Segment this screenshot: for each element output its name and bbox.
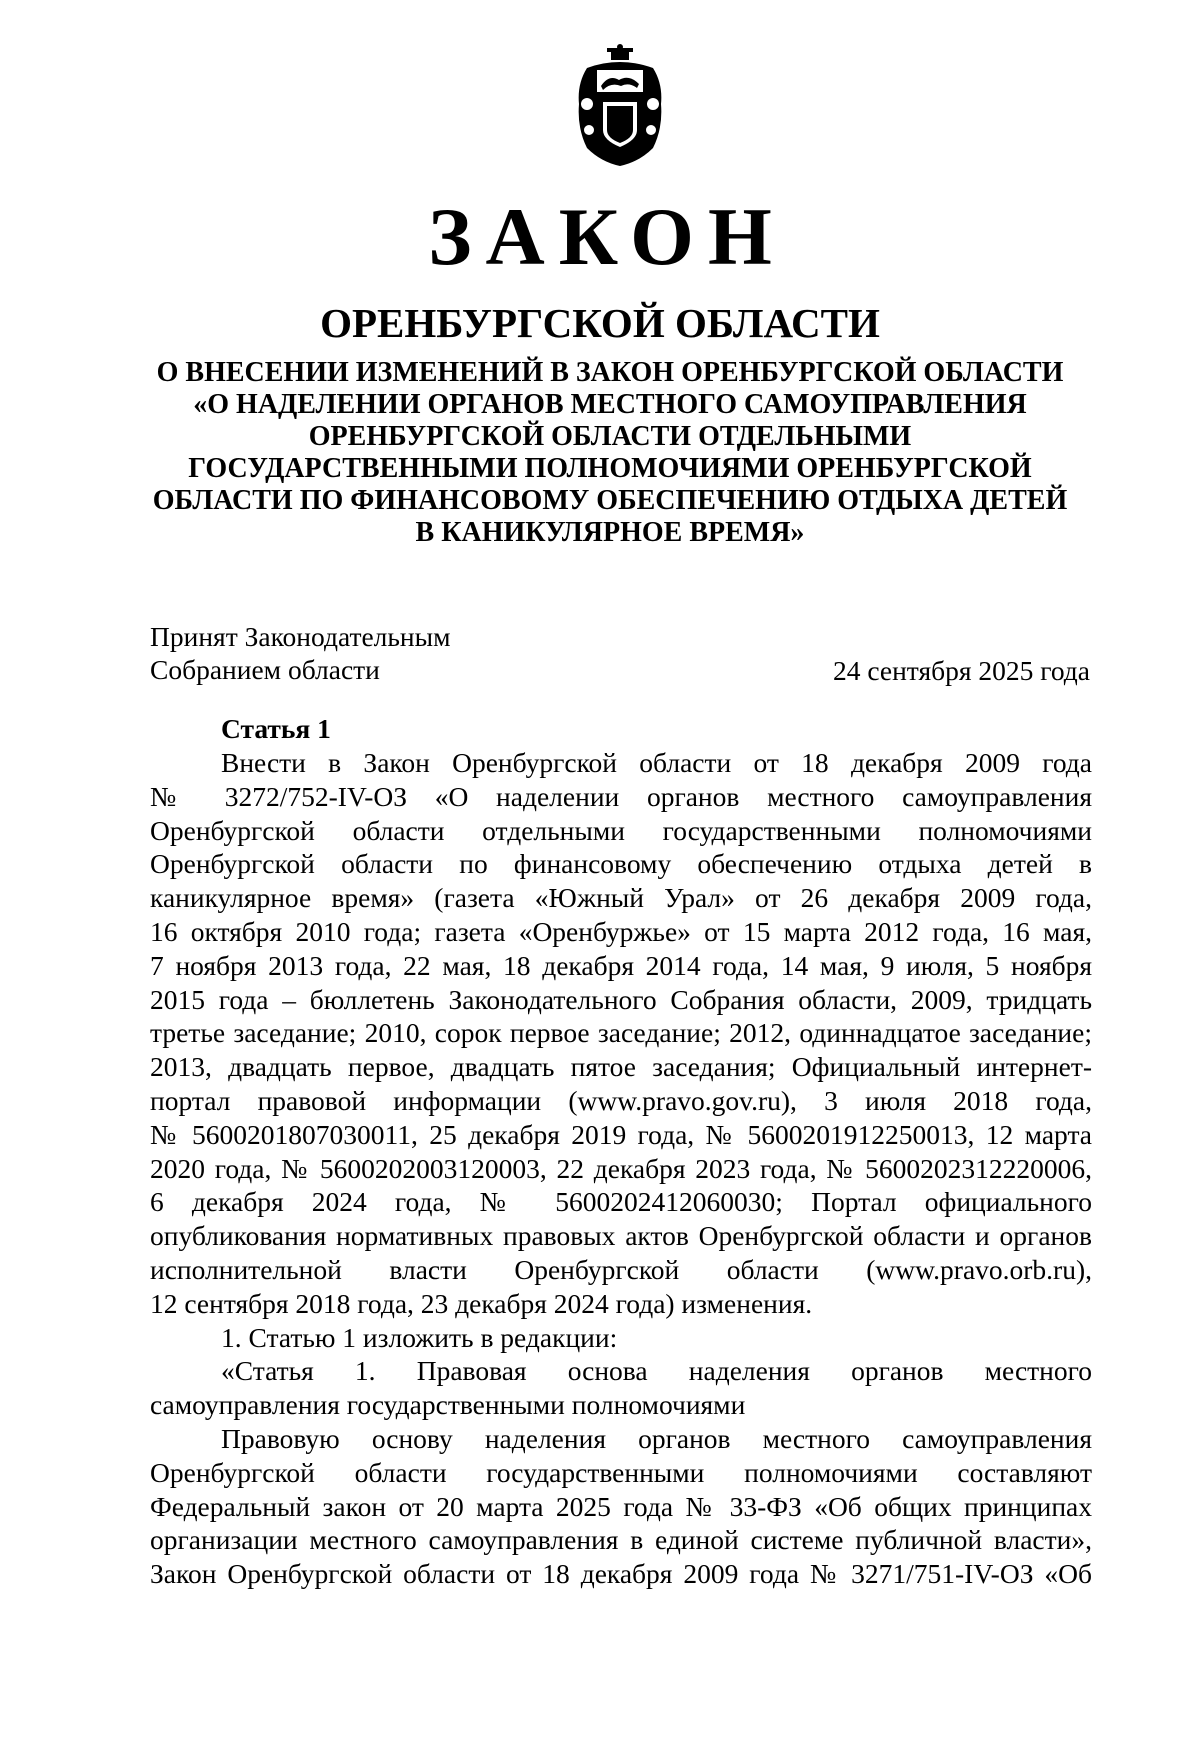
body-line: 1. Статью 1 изложить в редакции: [221,1321,618,1353]
body-line: 2013, двадцать первое, двадцать пятое заседания; Официальный интернет- [150,1051,1092,1083]
subtitle-line: «О НАДЕЛЕНИИ ОРГАНОВ МЕСТНОГО САМОУПРАВЛЕНИЯ [193,389,1027,420]
body-line: Правовую основу наделения органов местного самоуправления [221,1422,1092,1454]
body-line: 7 ноября 2013 года, 22 мая, 18 декабря 2014 года, 14 мая, 9 июля, 5 ноября [150,949,1092,981]
body-line: Оренбургской области отдельными государственными полномочиями [150,814,1092,846]
subtitle-line: ОБЛАСТИ ПО ФИНАНСОВОМУ ОБЕСПЕЧЕНИЮ ОТДЫХА ДЕТЕЙ [152,485,1068,516]
body-line: № 5600201807030011, 25 декабря 2019 года, № 5600201912250013, 12 марта [150,1118,1092,1150]
body-line: 2020 года, № 5600202003120003, 22 декабря 2023 года, № 5600202312220006, [150,1152,1092,1184]
subtitle-line: ОРЕНБУРГСКОЙ ОБЛАСТИ ОТДЕЛЬНЫМИ [308,421,912,452]
document-title: ЗАКОН [428,191,786,282]
body-line: 12 сентября 2018 года, 23 декабря 2024 года) изменения. [150,1287,813,1319]
body-line: исполнительной власти Оренбургской области (www.pravo.orb.ru), [150,1253,1092,1285]
article-body [150,746,1092,1591]
body-line: № 3272/752-IV-ОЗ «О наделении органов местного самоуправления [150,780,1092,812]
body-line: Федеральный закон от 20 марта 2025 года № 33-ФЗ «Об общих принципах [150,1490,1092,1522]
body-line: Внести в Закон Оренбургской области от 18 декабря 2009 года [221,747,1092,778]
subtitle-line: В КАНИКУЛЯРНОЕ ВРЕМЯ» [415,517,805,548]
document-subtitle [130,357,1090,549]
subtitle-line: ГОСУДАРСТВЕННЫМИ ПОЛНОМОЧИЯМИ ОРЕНБУРГСКОЙ [188,453,1032,484]
body-line: опубликования нормативных правовых актов Оренбургской области и органов [150,1220,1092,1252]
adoption-date: 24 сентября 2025 года [832,655,1090,686]
body-line: организации местного самоуправления в единой системе публичной власти», [150,1524,1092,1556]
body-line: 16 октября 2010 года; газета «Оренбуржье» от 15 марта 2012 года, 16 мая, [150,915,1092,947]
adoption-line: Принят Законодательным [150,621,451,652]
body-line: третье заседание; 2010, сорок первое заседание; 2012, одиннадцатое заседание; [150,1017,1092,1049]
body-line: 2015 года – бюллетень Законодательного Собрания области, 2009, тридцать [150,983,1092,1015]
body-line: самоуправления государственными полномочиями [150,1389,746,1421]
adoption-line: Собранием области [150,654,380,685]
adoption-note [150,620,451,686]
article-heading: Статья 1 [221,713,331,744]
body-line: портал правовой информации (www.pravo.gov.ru), 3 июля 2018 года, [150,1084,1092,1116]
body-line: Оренбургской области по финансовому обеспечению отдыха детей в [150,848,1092,880]
subtitle-line: О ВНЕСЕНИИ ИЗМЕНЕНИЙ В ЗАКОН ОРЕНБУРГСКОЙ ОБЛАСТИ [156,357,1064,388]
body-line: Закон Оренбургской области от 18 декабря 2009 года № 3271/751-IV-ОЗ «Об [150,1558,1092,1590]
body-line: каникулярное время» (газета «Южный Урал» от 26 декабря 2009 года, [150,882,1092,914]
document-region: ОРЕНБУРГСКОЙ ОБЛАСТИ [320,300,880,346]
coat-of-arms-emblem [557,44,683,170]
body-line: Оренбургской области государственными полномочиями составляют [150,1456,1092,1488]
body-line: 6 декабря 2024 года, № 5600202412060030; Портал официального [150,1186,1092,1218]
body-line: «Статья 1. Правовая основа наделения органов местного [221,1355,1092,1387]
